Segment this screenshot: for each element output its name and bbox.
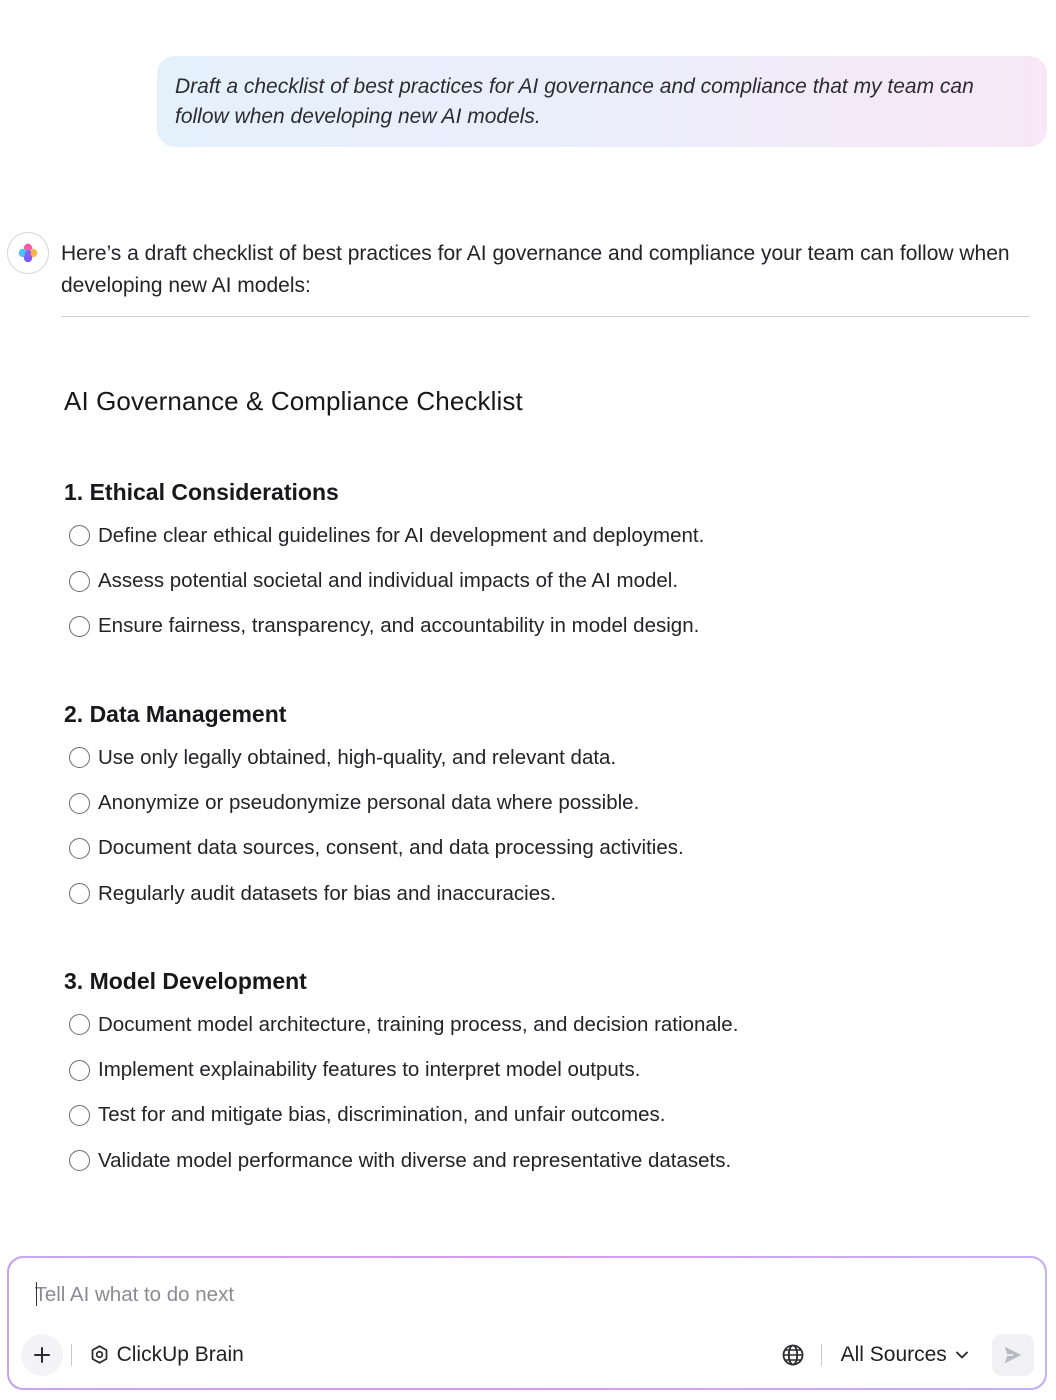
text-caret — [36, 1282, 38, 1306]
brain-icon — [89, 1344, 110, 1365]
ai-composer — [7, 1256, 1047, 1390]
section-heading: 3. Model Development — [64, 968, 307, 994]
checklist-item-text: Test for and mitigate bias, discrimination, and unfair outcomes. — [98, 1103, 666, 1127]
send-icon — [1002, 1344, 1024, 1366]
section-data-management — [64, 699, 1044, 917]
checklist-item-text: Implement explainability features to interpret model outputs. — [98, 1058, 641, 1082]
section-heading: 1. Ethical Considerations — [64, 479, 339, 505]
checklist-item-text: Validate model performance with diverse and representative datasets. — [98, 1148, 732, 1172]
checklist-title: AI Governance & Compliance Checklist — [64, 386, 523, 416]
checklist-item-text: Document data sources, consent, and data processing activities. — [98, 836, 684, 860]
checkbox[interactable] — [69, 883, 90, 904]
checklist-item-text: Define clear ethical guidelines for AI development and deployment. — [98, 523, 705, 547]
add-attachment-button[interactable] — [21, 1334, 63, 1376]
model-selector-button[interactable] — [89, 1338, 244, 1372]
checklist-item-text: Anonymize or pseudonymize personal data where possible. — [98, 791, 640, 815]
checklist-item — [64, 826, 1044, 871]
checkbox[interactable] — [69, 1105, 90, 1126]
divider — [61, 316, 1030, 317]
sources-label: All Sources — [840, 1342, 947, 1366]
checklist-item — [64, 1093, 1044, 1138]
checklist-item — [64, 1138, 1044, 1183]
globe-icon[interactable] — [781, 1343, 805, 1367]
sources-dropdown[interactable] — [841, 1338, 969, 1372]
checkbox[interactable] — [69, 793, 90, 814]
checklist-item — [64, 513, 1044, 558]
checkbox[interactable] — [69, 616, 90, 637]
checkbox[interactable] — [69, 1060, 90, 1081]
toolbar-separator — [71, 1344, 72, 1366]
ai-prompt-input[interactable] — [35, 1278, 935, 1312]
checkbox[interactable] — [69, 1150, 90, 1171]
chevron-down-icon — [955, 1348, 969, 1362]
toolbar-separator — [821, 1344, 822, 1366]
checklist-item-text: Ensure fairness, transparency, and accountability in model design. — [98, 614, 700, 638]
checklist-item — [64, 1047, 1044, 1092]
checkbox[interactable] — [69, 571, 90, 592]
clickup-brain-logo-icon — [7, 232, 49, 274]
section-ethical-considerations — [64, 477, 1044, 649]
section-model-development — [64, 966, 1044, 1184]
model-selector-label: ClickUp Brain — [116, 1342, 244, 1366]
plus-icon — [33, 1346, 51, 1364]
checklist-item — [64, 871, 1044, 916]
checklist-item-text: Regularly audit datasets for bias and inaccuracies. — [98, 881, 557, 905]
checklist-item — [64, 558, 1044, 603]
send-button[interactable] — [992, 1334, 1034, 1376]
ai-composer-inner — [9, 1258, 1046, 1389]
checklist-item — [64, 780, 1044, 825]
checklist-item — [64, 1002, 1044, 1047]
user-message-text: Draft a checklist of best practices for AI governance and compliance that my team can follow when developing new AI models. — [175, 75, 974, 128]
checkbox[interactable] — [69, 525, 90, 546]
checkbox[interactable] — [69, 747, 90, 768]
checklist-item-text: Assess potential societal and individual impacts of the AI model. — [98, 569, 679, 593]
checklist-item — [64, 735, 1044, 780]
checklist-item-text: Document model architecture, training process, and decision rationale. — [98, 1012, 739, 1036]
assistant-intro-text: Here’s a draft checklist of best practices for AI governance and compliance your team can follow when developing new AI models: — [61, 242, 1010, 297]
section-heading: 2. Data Management — [64, 701, 287, 727]
checklist-item — [64, 604, 1044, 649]
user-message-bubble — [157, 56, 1047, 147]
checkbox[interactable] — [69, 1014, 90, 1035]
checklist-item-text: Use only legally obtained, high-quality, and relevant data. — [98, 745, 617, 769]
checkbox[interactable] — [69, 838, 90, 859]
